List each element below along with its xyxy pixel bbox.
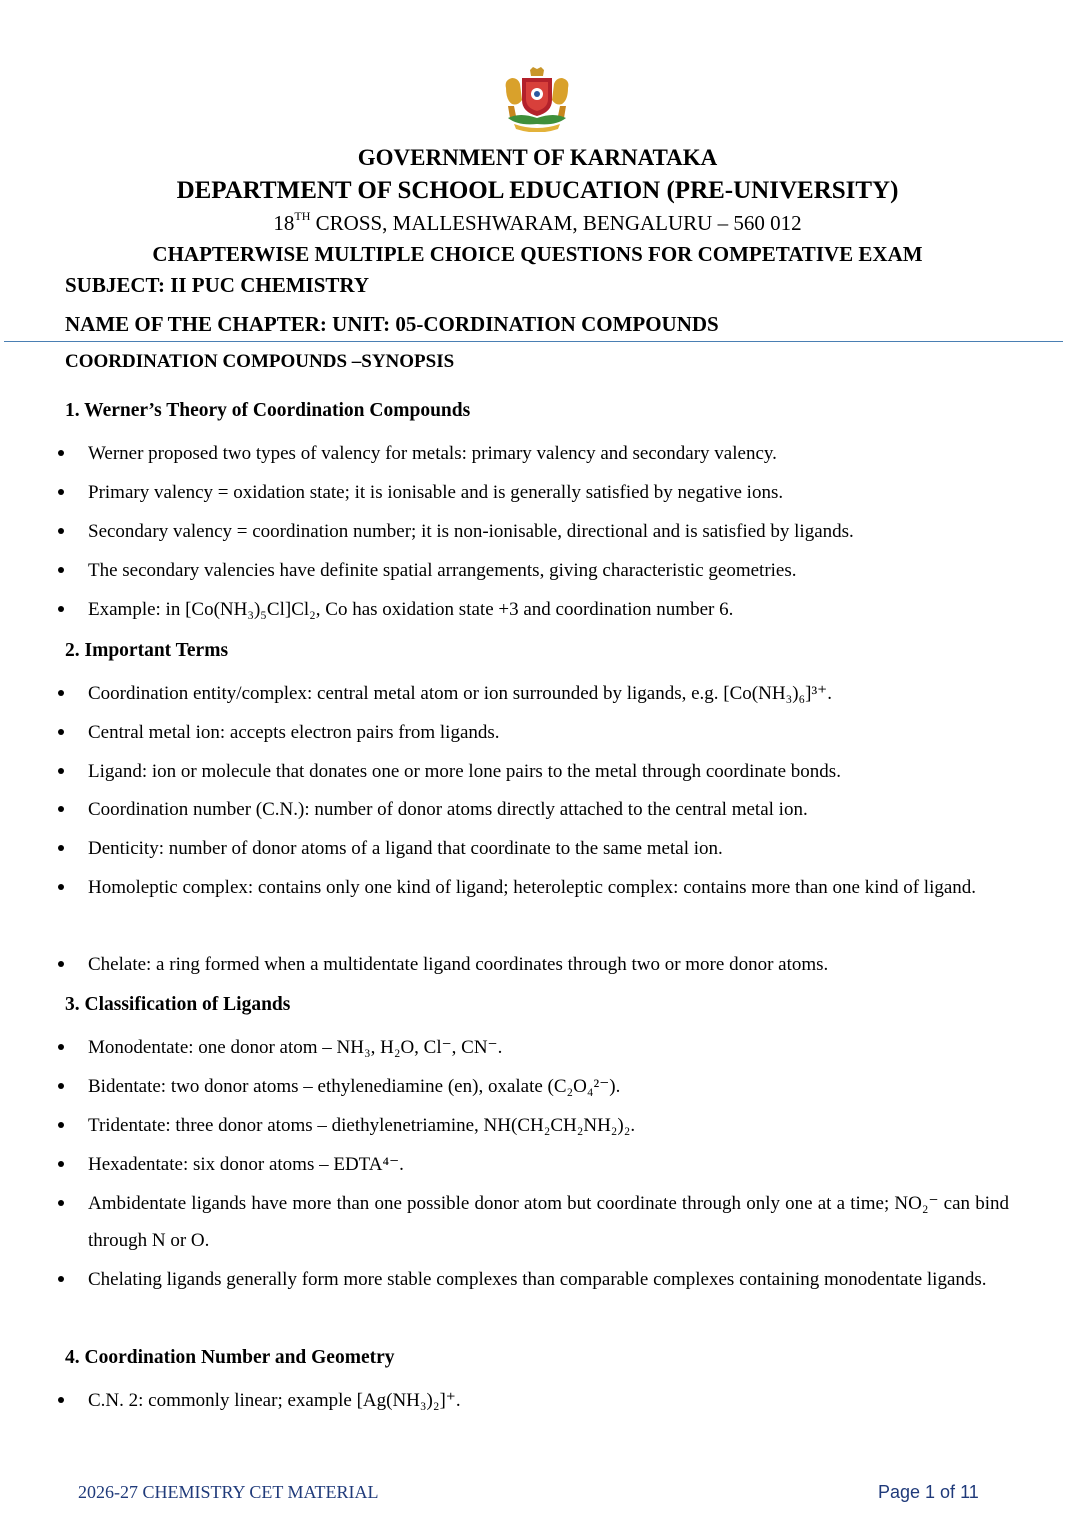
list-item: Monodentate: one donor atom – NH₃, H₂O, Cl⁻, CN⁻. <box>88 1029 1009 1066</box>
list-item: Tridentate: three donor atoms – diethylenetriamine, NH(CH₂CH₂NH₂)₂. <box>88 1107 1009 1144</box>
footer-material-label: 2026-27 CHEMISTRY CET MATERIAL <box>78 1482 379 1502</box>
header-exam-title: CHAPTERWISE MULTIPLE CHOICE QUESTIONS FOR COMPETATIVE EXAM <box>152 242 923 266</box>
subject-line: SUBJECT: II PUC CHEMISTRY <box>65 273 369 297</box>
section-heading: 1. Werner’s Theory of Coordination Compounds <box>65 400 471 421</box>
list-item: Werner proposed two types of valency for metals: primary valency and secondary valency. <box>88 435 1009 472</box>
address-number: 18 <box>273 211 295 235</box>
address-superscript: TH <box>294 209 311 223</box>
list-item: Bidentate: two donor atoms – ethylenediamine (en), oxalate (C₂O₄²⁻). <box>88 1068 1009 1105</box>
list-item: Primary valency = oxidation state; it is ionisable and is generally satisfied by negative ions. <box>88 474 1009 511</box>
list-item: Central metal ion: accepts electron pairs from ligands. <box>88 714 1009 751</box>
list-item: Coordination number (C.N.): number of donor atoms directly attached to the central metal ion. <box>88 791 1009 828</box>
section-heading: 4. Coordination Number and Geometry <box>65 1347 395 1368</box>
list-item: C.N. 2: commonly linear; example [Ag(NH₃)₂]⁺. <box>88 1382 1009 1419</box>
list-item: Secondary valency = coordination number; it is non-ionisable, directional and is satisfied by ligands. <box>88 513 1009 550</box>
list-item: Chelate: a ring formed when a multidentate ligand coordinates through two or more donor atoms. <box>88 946 1009 983</box>
list-item: The secondary valencies have definite spatial arrangements, giving characteristic geometries. <box>88 552 1009 589</box>
section-heading: 2. Important Terms <box>65 640 229 661</box>
header-divider <box>4 341 1063 342</box>
list-item: Hexadentate: six donor atoms – EDTA⁴⁻. <box>88 1146 1009 1183</box>
list-item: Chelating ligands generally form more stable complexes than comparable complexes containing monodentate ligands. <box>88 1261 1009 1298</box>
section-heading: 3. Classification of Ligands <box>65 994 291 1015</box>
address-rest: CROSS, MALLESHWARAM, BENGALURU – 560 012 <box>310 211 802 235</box>
chapter-line: NAME OF THE CHAPTER: UNIT: 05-CORDINATION COMPOUNDS <box>65 312 719 336</box>
synopsis-title: COORDINATION COMPOUNDS –SYNOPSIS <box>65 351 455 372</box>
list-item: Ambidentate ligands have more than one possible donor atom but coordinate through only one at a time; NO₂⁻ can bind through N or O. <box>88 1185 1009 1259</box>
page-number: Page 1 of 11 <box>878 1482 979 1502</box>
list-item: Coordination entity/complex: central metal atom or ion surrounded by ligands, e.g. [Co(NH₃)₆]³⁺. <box>88 675 1009 712</box>
list-item: Example: in [Co(NH₃)₅Cl]Cl₂, Co has oxidation state +3 and coordination number 6. <box>88 591 1009 628</box>
karnataka-emblem-icon <box>500 66 574 132</box>
list-item: Ligand: ion or molecule that donates one or more lone pairs to the metal through coordinate bonds. <box>88 753 1009 790</box>
header-address <box>0 211 1075 236</box>
header-government: GOVERNMENT OF KARNATAKA <box>357 145 718 170</box>
list-item: Denticity: number of donor atoms of a ligand that coordinate to the same metal ion. <box>88 830 1009 867</box>
header-department: DEPARTMENT OF SCHOOL EDUCATION (PRE-UNIVERSITY) <box>176 177 899 204</box>
list-item: Homoleptic complex: contains only one kind of ligand; heteroleptic complex: contains more than one kind of ligand. <box>88 869 1009 906</box>
